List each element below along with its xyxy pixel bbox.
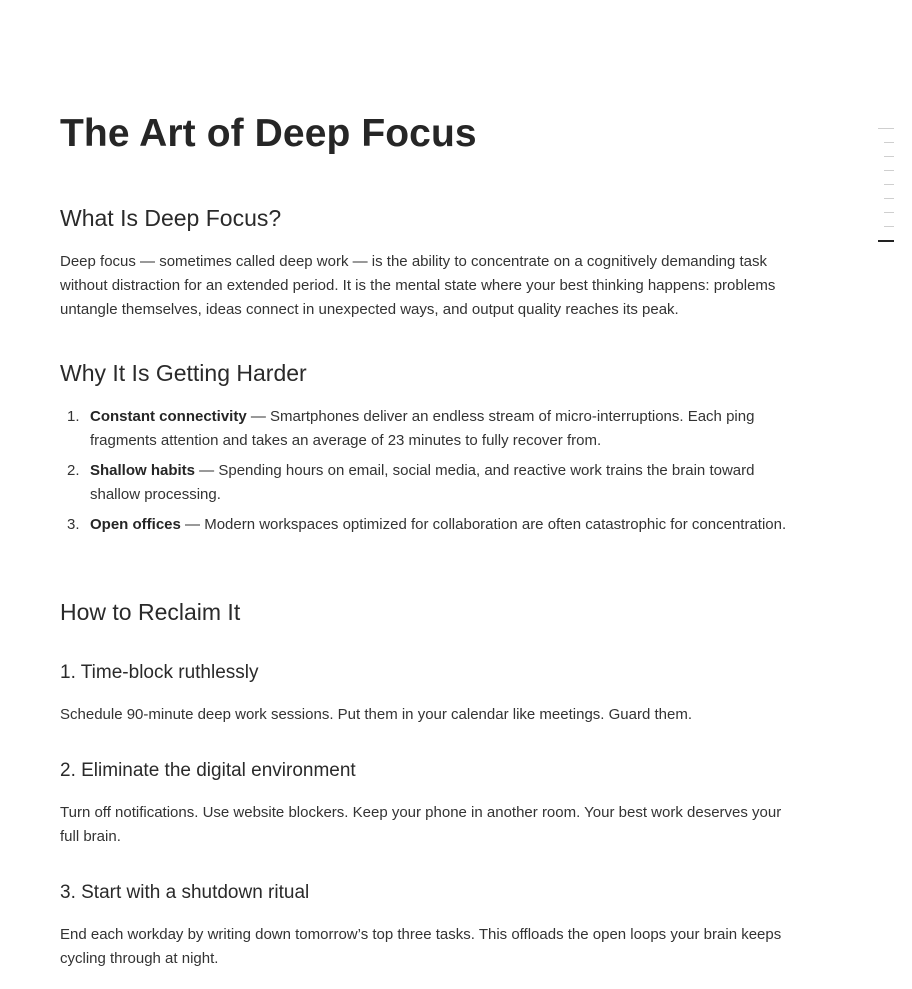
list-item-term: Constant connectivity [90,408,247,425]
toc-mark-8[interactable] [884,226,894,227]
toc-mark-active[interactable] [878,240,894,242]
step-heading-time-block: 1. Time-block ruthlessly [60,662,259,683]
list-item-number: 1. [67,408,80,425]
section-heading-how-to-reclaim: How to Reclaim It [60,599,241,625]
toc-mark-6[interactable] [884,198,894,199]
list-item-text: — Smartphones deliver an endless stream of micro-interruptions. Each ping fragments attention and takes an average of 23 minutes to fully recover from. [90,408,755,449]
list-item-number: 3. [67,516,80,533]
toc-mark-2[interactable] [884,142,894,143]
list-item-term: Open offices [90,516,181,533]
list-item-number: 2. [67,462,80,479]
list-item-text: — Spending hours on email, social media, and reactive work trains the brain toward shallow processing. [90,462,755,503]
list-item-text: — Modern workspaces optimized for collaboration are often catastrophic for concentration. [180,516,787,533]
page-title: The Art of Deep Focus [60,112,477,155]
table-of-contents-minimap[interactable] [878,128,894,255]
section-body-what-is-deep-focus: Deep focus — sometimes called deep work — is the ability to concentrate on a cognitively demanding task without distraction for an extended period. It is the mental state where your best thinking happens: problems untangle themselves, ideas connect in unexpected ways, and output quality reaches its peak. [60,253,776,318]
list-item [60,405,795,453]
section-heading-what-is-deep-focus: What Is Deep Focus? [60,205,282,231]
list-item [60,513,795,537]
step-heading-shutdown-ritual: 3. Start with a shutdown ritual [60,882,310,903]
step-body-shutdown-ritual: End each workday by writing down tomorrow’s top three tasks. This offloads the open loops your brain keeps cycling through at night. [60,926,782,967]
list-item [60,459,795,507]
toc-mark-1[interactable] [878,128,894,129]
toc-mark-5[interactable] [884,184,894,185]
step-heading-eliminate-digital: 2. Eliminate the digital environment [60,760,356,781]
toc-mark-4[interactable] [884,170,894,171]
reasons-list [60,405,795,543]
step-body-time-block: Schedule 90-minute deep work sessions. Put them in your calendar like meetings. Guard them. [60,706,692,723]
step-body-eliminate-digital: Turn off notifications. Use website blockers. Keep your phone in another room. Your best work deserves your full brain. [60,804,782,845]
list-item-term: Shallow habits [90,462,196,479]
section-heading-why-harder: Why It Is Getting Harder [60,360,307,386]
toc-mark-3[interactable] [884,156,894,157]
toc-mark-7[interactable] [884,212,894,213]
